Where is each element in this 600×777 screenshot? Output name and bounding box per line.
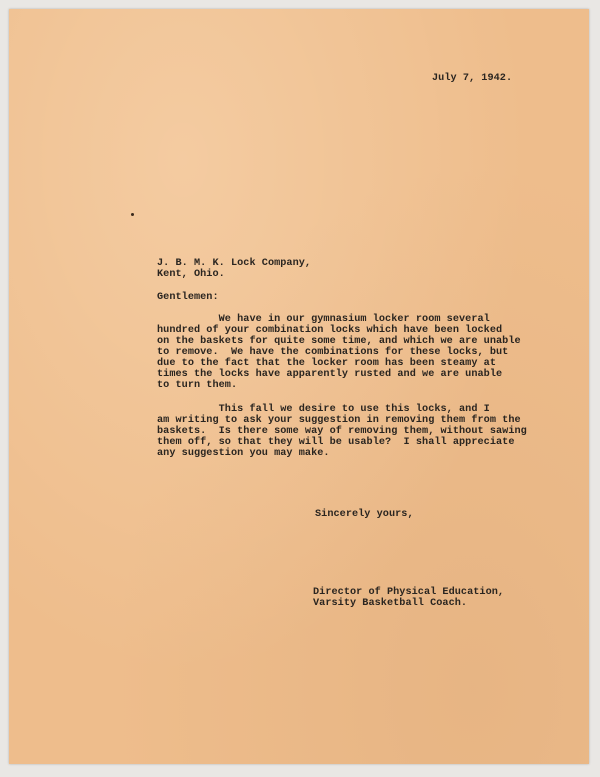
paragraph-line: am writing to ask your suggestion in removing them from the <box>157 415 521 426</box>
paragraph-line: baskets. Is there some way of removing them, without sawing <box>157 426 527 437</box>
paragraph-line: We have in our gymnasium locker room several <box>157 314 490 325</box>
letter-date: July 7, 1942. <box>432 73 513 84</box>
paragraph-line: to remove. We have the combinations for these locks, but <box>157 347 509 358</box>
letter-page <box>9 9 589 764</box>
paragraph-line: times the locks have apparently rusted and we are unable <box>157 369 503 380</box>
paragraph-line: This fall we desire to use this locks, and I <box>157 404 490 415</box>
paper-speck <box>131 213 134 216</box>
paragraph-line: them off, so that they will be usable? I shall appreciate <box>157 437 515 448</box>
recipient-line: J. B. M. K. Lock Company, <box>157 258 312 269</box>
closing: Sincerely yours, <box>315 509 414 520</box>
paragraph-line: due to the fact that the locker room has been steamy at <box>157 358 496 369</box>
paragraph-line: hundred of your combination locks which have been locked <box>157 325 503 336</box>
paragraph-line: to turn them. <box>157 380 238 391</box>
paragraph-line: on the baskets for quite some time, and which we are unable <box>157 336 521 347</box>
recipient-line: Kent, Ohio. <box>157 269 225 280</box>
signature-line: Director of Physical Education, <box>313 587 505 598</box>
signature-line: Varsity Basketball Coach. <box>313 598 468 609</box>
paragraph-line: any suggestion you may make. <box>157 448 330 459</box>
salutation: Gentlemen: <box>157 292 219 303</box>
